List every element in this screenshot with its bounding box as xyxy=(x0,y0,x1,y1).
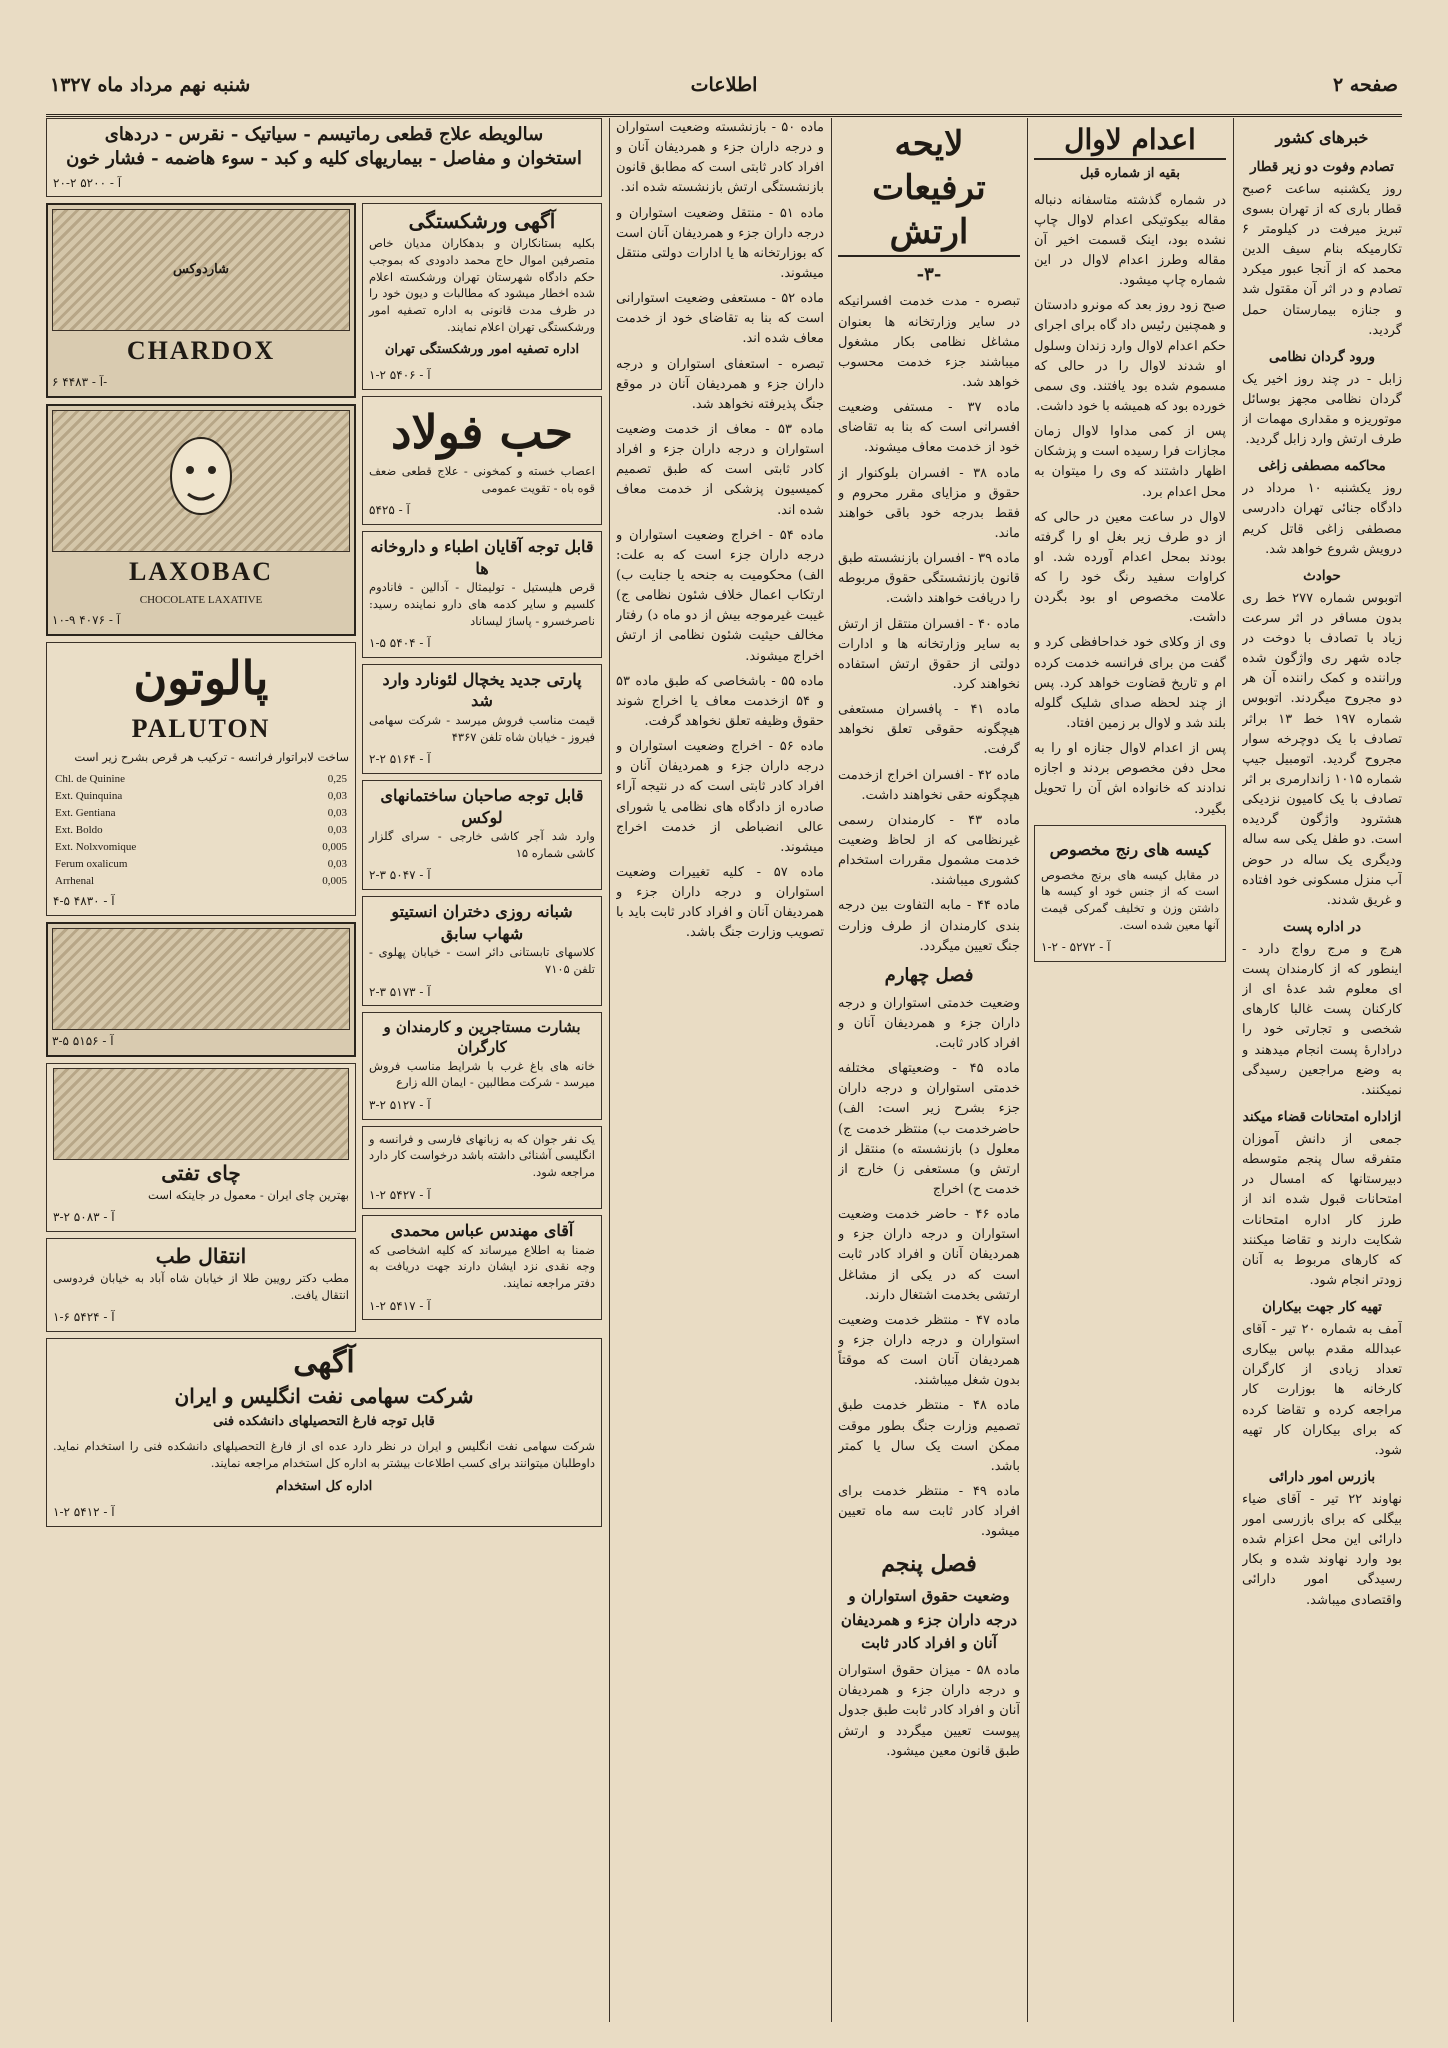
ingredients-table xyxy=(53,771,349,890)
ingredient-value: 0,005 xyxy=(322,875,347,888)
news-item-body: روز یکشنبه ساعت ۶صبح قطار باری که از تهران بسوی تبریز میرفت در کیلومتر ۶ تکارمیکه بنام سیف الدین محمد که از آنجا عبور میکرد تصادم و در اثر آن مقتول شد و جنازه بیمارستان حمل گردید. xyxy=(1242,181,1402,338)
ad-code: آ - ۵۲۷۲ - ۲-۱ xyxy=(1041,940,1111,955)
article-paragraph: ماده ۴۶ - حاضر خدمت وضعیت استواران و درجه داران جزء و همردیفان آنان و افراد کادر ثابت است که در یکی از مشاغل ارتشی بخدمت اشتغال دارند. xyxy=(838,1207,1020,1303)
ad-body: قیمت مناسب فروش میرسد - شرکت سهامی فیروز - خیابان شاه تلفن ۴۳۶۷ xyxy=(369,712,595,744)
ad-title: بشارت مستاجرین و کارمندان و کارگران xyxy=(383,1018,581,1057)
ingredient-value: 0,03 xyxy=(327,858,347,871)
article-paragraph: ماده ۴۸ - منتظر خدمت طبق تصمیم وزارت جنگ بطور موقت ممکن است یک سال یا کمتر باشد. xyxy=(838,1398,1020,1474)
paluton-ad xyxy=(46,642,356,916)
housing-ad xyxy=(362,1012,602,1119)
column-rule xyxy=(831,118,832,2022)
ad-code: آ - ۵۴۱۷ ۲-۱ xyxy=(369,1298,431,1313)
clinic-move-ad xyxy=(46,1238,356,1332)
product-tag: شاردوکس xyxy=(173,262,229,278)
article-paragraph: صبح زود روز بعد که مونرو دادستان و همچنین رئیس داد گاه برای اجرای حکم اعدام لاوال وارد زندان وسلول او شدند لاوال را در حالی که مسموم شده بود یافتند. وی سمی خورده بود که همیشه با خود داشت. xyxy=(1034,298,1226,414)
ad-body: ساخت لابراتوار فرانسه - ترکیب هر قرص بشرح زیر است xyxy=(74,750,349,765)
article-paragraph: ماده ۵۵ - باشخاصی که طبق ماده ۵۳ و ۵۴ ازخدمت معاف یا اخراج شوند حقوق وظیفه تعلق نخواهد گرفت. xyxy=(616,673,824,729)
brand-name: CHARDOX xyxy=(126,336,276,366)
tiles-ad xyxy=(362,780,602,890)
ads-subcolumn-left xyxy=(46,203,356,1338)
ad-code: آ - ۵۴۰۴ ۵-۱ xyxy=(369,636,431,651)
news-item-title: حوادث xyxy=(1303,567,1341,584)
brand-name: LAXOBAC xyxy=(128,557,273,587)
article-paragraph: پس از کمی مداوا لاوال زمان مجازات فرا رسیده است و پزشکان اظهار داشتند که وی را میتوان به محل اعدام برد. xyxy=(1034,424,1226,500)
ad-code: آ - ۵۱۲۷ ۲-۳ xyxy=(369,1098,431,1112)
issue-date: شنبه نهم مرداد ماه ۱۳۲۷ xyxy=(50,74,251,96)
ad-body: شرکت سهامی نفت انگلیس و ایران در نظر دارد عده ای از فارغ التحصیلهای دانشکده فنی را استخدام نماید. داوطلبان میتوانند برای کسب اطلاعات بیشتر به اداره کل استخدام مراجعه نمایند. xyxy=(53,1439,595,1471)
article-title: لایحه ترفیعات ارتش xyxy=(838,122,1020,257)
chapter-heading: فصل چهارم xyxy=(884,964,974,986)
language-job-ad xyxy=(362,1126,602,1210)
article-paragraph: ماده ۵۲ - مستعفی وضعیت استوارانی است که بنا به تقاضای خود از خدمت معاف شده اند. xyxy=(616,291,824,347)
ingredient-value: 0,03 xyxy=(327,790,347,803)
news-item-title: در اداره پست xyxy=(1282,918,1362,935)
news-item-body: زابل - در چند روز اخیر یک گردان نظامی مجهز بوسائل موتوریزه و مقداری مهمات از طرف ارتش وارد زابل گردید. xyxy=(1242,371,1402,448)
ad-code: آ - ۵۱۵۶ ۵-۳ xyxy=(52,1034,114,1048)
news-section-title: خبرهای کشور xyxy=(1275,128,1369,147)
ingredient-value: 0,03 xyxy=(327,807,347,820)
table-row xyxy=(53,822,349,839)
ad-title: آگهی ورشکستگی xyxy=(408,209,556,234)
article-paragraph: تبصره - مدت خدمت افسرانیکه در سایر وزارتخانه ها بعنوان مشاغل نظامی بکار مشغول میباشند جزء خدمت محسوب خواهد شد. xyxy=(838,294,1020,391)
ad-body: اعصاب خسته و کمخونی - علاج قطعی ضعف قوه باه - تقویت عمومی xyxy=(369,464,595,495)
news-item-body: اتوبوس شماره ۲۷۷ خط ری بدون مسافر در اثر سرعت زیاد با تصادف با دوخت در جاده شهر ری واژگون شده وراننده و کمک راننده آن هر دو مجروح میگردند. اتوبوس شماره ۱۹۷ خط ۱۳ براثر تصادف با یک دوچرخه سوار مجروح گردید. اتومبیل جیپ شماره ۱۰۱۵ زاندارمری بر اثر تصادف با یک کامیون نزدیکی هشترود واژگون گردیده است. دو طفل یکی سه ساله ودیگری یک ساله در حوض آب منزل مسکونی خود افتاده و غریق شدند. xyxy=(1242,590,1402,908)
news-item-title: ورود گردان نظامی xyxy=(1269,348,1375,365)
ad-title: پالوتون xyxy=(133,651,269,706)
pharmacy-ad xyxy=(362,531,602,658)
ad-title: آقای مهندس عباس محمدی xyxy=(390,1221,574,1241)
laval-article xyxy=(1034,118,1226,2022)
ad-code: آ - ۵۴۲۴ ۶-۱ xyxy=(53,1310,115,1325)
tea-package-image xyxy=(53,1068,349,1160)
news-column xyxy=(1242,118,1402,2022)
brand-subtitle: CHOCOLATE LAXATIVE xyxy=(139,594,263,607)
article-paragraph: وی از وکلای خود خداحافظی کرد و گفت من برای فرانسه خدمت کرده ام و تاریخ قضاوت خواهد کرد. پس از چند لحظه صدای شلیک گلوله بلند شد و لاوال بر زمین افتاد. xyxy=(1034,635,1226,732)
ad-line: سالویطه علاج قطعی رماتیسم - سیاتیک - نقرس - دردهای xyxy=(104,124,544,145)
news-item-title: ازاداره امتحانات قضاء میکند xyxy=(1242,1109,1402,1126)
ad-code: آ - ۴۰۷۶ ۹-۱۰ xyxy=(52,613,121,628)
table-row xyxy=(53,839,349,856)
ad-subtitle: شرکت سهامی نفت انگلیس و ایران xyxy=(174,1384,474,1409)
article-paragraph: ماده ۴۳ - کارمندان رسمی غیرنظامی که از لحاظ وضعیت خدمت مشمول مقررات استخدام کشوری میباشند. xyxy=(838,812,1020,889)
ad-title: پارتی جدید یخچال لئونارد وارد شد xyxy=(382,669,582,711)
salvita-ad xyxy=(46,118,602,197)
news-item-body: جمعی از دانش آموزان متفرقه سال پنجم متوسطه دبیرستانها که امسال در امتحانات قبول شده اند از طرز کار اداره امتحانات شکایت دارند و تقاضا میکنند که کارهای مربوط به آنان زودتر انجام شود. xyxy=(1242,1131,1402,1288)
ad-code: آ - ۵۴۲۵ xyxy=(369,503,410,518)
chapter-subtitle: وضعیت حقوق استواران و درجه داران جزء و همردیفان آنان و افراد کادر ثابت xyxy=(840,1587,1018,1652)
ingredient-name: Ext. Gentiana xyxy=(55,807,116,820)
tafti-tea-ad xyxy=(46,1063,356,1232)
article-paragraph: ماده ۳۷ - مستفی وضعیت افسرانی است که بنا به تقاضای خود از خدمت معاف میشوند. xyxy=(838,400,1020,456)
ad-title: شبانه روزی دختران انستیتو شهاب سابق xyxy=(391,902,573,943)
article-paragraph: ماده ۴۹ - منتظر خدمت برای افراد کادر ثابت سه ماه تعیین میشود. xyxy=(838,1483,1020,1540)
news-item-title: تهیه کار جهت بیکاران xyxy=(1262,1299,1382,1316)
iron-pills-ad xyxy=(362,396,602,525)
ad-code: آ - ۵۰۸۳ ۲-۳ xyxy=(53,1210,115,1225)
newspaper-name: اطلاعات xyxy=(690,74,758,96)
ad-code: آ - ۵۴۱۲ ۲-۱ xyxy=(53,1504,115,1519)
news-item xyxy=(1242,566,1402,911)
news-item xyxy=(1242,347,1402,450)
ad-body: مطب دکتر رویین طلا از خیابان شاه آباد به خیابان فردوسی انتقال یافت. xyxy=(53,1270,349,1302)
ad-title: آگهی xyxy=(293,1344,355,1380)
column-rule xyxy=(1027,118,1028,2022)
ad-code: آ - ۴۴۸۳ ۶- xyxy=(52,375,108,390)
anglo-iranian-ad xyxy=(46,1338,602,1527)
ad-title: قابل توجه صاحبان ساختمانهای لوکس xyxy=(380,785,584,827)
article-paragraph: ماده ۴۷ - منتظر خدمت وضعیت استواران و درجه داران جزء و همردیفان آنان است که موقتاً بدون شغل میباشند. xyxy=(838,1312,1020,1389)
table-row xyxy=(53,873,349,890)
ingredient-name: Ext. Boldo xyxy=(55,824,103,837)
ad-body: بهترین چای ایران - معمول در جاینکه است xyxy=(148,1187,349,1202)
army-bill-continuation xyxy=(616,118,824,2022)
ingredient-value: 0,03 xyxy=(327,824,347,837)
news-item-title: بازرس امور دارائی xyxy=(1268,1468,1376,1485)
notice-body: در مقابل کیسه های برنج مخصوص است که از جنس خود او کیسه ها داشتن وزن و تخلیف گمرکی قیمت آنها معین شده است. xyxy=(1041,867,1219,932)
news-item xyxy=(1242,917,1402,1101)
chardox-ad xyxy=(46,203,356,398)
chapter-heading: فصل پنجم xyxy=(881,1551,977,1578)
ad-signature: اداره کل استخدام xyxy=(275,1478,373,1494)
news-item-body: آمف به شماره ۲۰ تیر - آقای عبدالله مقدم بپاس بیکاری تعداد زیادی از کارگران کارخانه ها بوزارت کار مراجعه کرده و تقاضا کرده که برای بیکاران کار تهیه شود. xyxy=(1242,1322,1402,1458)
ad-subtitle: قابل توجه فارغ التحصیلهای دانشکده فنی xyxy=(213,1414,435,1430)
news-item xyxy=(1242,1467,1402,1611)
article-paragraph: در شماره گذشته متاسفانه دنباله مقاله بیکوتیکی اعدام لاوال چاپ نشده بود، اینک قسمت اخیر آن مقاله وطرز اعدام لاوال در این شماره چاپ میشود. xyxy=(1034,192,1226,289)
table-row xyxy=(53,805,349,822)
ingredient-name: Arrhenal xyxy=(55,875,95,888)
article-paragraph: ماده ۵۴ - اخراج وضعیت استواران و درجه داران جزء است که به علت: الف) محکومیت به جنحه یا جنایت ب) ارتکاب اعمال خلاف شئون نظامی ج) غیبت غیرموجه بیش از دو ماه د) رفتار مخالف حیثیت شئون نظامی از ارتش اخراج میشوند. xyxy=(616,527,824,664)
news-item-title: تصادم وفوت دو زیر قطار xyxy=(1250,158,1394,175)
ad-code: آ - ۵۴۰۶ ۲-۱ xyxy=(369,368,431,383)
news-item xyxy=(1242,1297,1402,1461)
chardox-product-image xyxy=(52,209,350,331)
face-illustration-icon xyxy=(156,426,246,536)
ingredient-value: 0,005 xyxy=(322,841,347,854)
column-rule xyxy=(609,118,610,2022)
article-subtitle: بقیه از شماره قبل xyxy=(1080,166,1180,182)
ad-title: انتقال طب xyxy=(155,1243,247,1268)
article-paragraph: وضعیت خدمتی استواران و درجه داران جزء و همردیفان آنان و افراد کادر ثابت. xyxy=(838,995,1020,1051)
viewer-ad xyxy=(46,922,356,1057)
article-paragraph: ماده ۴۲ - افسران اخراج ازخدمت هیچگونه حقی نخواهند داشت. xyxy=(838,767,1020,803)
article-paragraph: تبصره - استعفای استواران و درجه داران جزء و همردیفان آنان در موقع جنگ پذیرفته نخواهد شد. xyxy=(616,356,824,412)
article-paragraph: ماده ۴۰ - افسران منتقل از ارتش به سایر وزارتخانه ها و ادارات دولتی از حقوق ارتش استفاده نخواهند کرد. xyxy=(838,616,1020,692)
ads-subcolumn-right xyxy=(362,203,602,1326)
article-paragraph: ماده ۳۸ - افسران بلوکنوار از حقوق و مزایای مقرر محروم و فقط بدرجه خود باقی خواهند ماند. xyxy=(838,465,1020,541)
page-header xyxy=(46,66,1402,117)
ad-body: قرص هلیستیل - تولیمثال - آدالین - فانادوم کلسیم و سایر کدمه های دارو نماینده رسید: ناصرخسرو - پاساژ لیساناد xyxy=(369,580,595,628)
fridge-ad xyxy=(362,664,602,774)
laxobac-product-image xyxy=(52,410,350,552)
laxobac-ad xyxy=(46,404,356,636)
ad-body: یک نفر جوان که به زبانهای فارسی و فرانسه و انگلیسی آشنائی داشته باشد درخواست کار دارد مراجعه شود. xyxy=(369,1131,595,1179)
table-row xyxy=(53,856,349,873)
bankruptcy-ad xyxy=(362,203,602,390)
ad-code: آ - ۵۱۷۳ ۳-۲ xyxy=(369,984,431,999)
article-paragraph: ماده ۴۴ - مابه التفاوت بین درجه بندی کارمندان از طرف وزارت جنگ تعیین میگردد. xyxy=(838,898,1020,954)
news-item xyxy=(1242,157,1402,341)
ad-code: آ - ۵۲۰۰ ۲-۲۰ xyxy=(53,175,122,190)
article-paragraph: ماده ۴۱ - پافسران مستعفی هیچگونه حقوقی تعلق نخواهد گرفت. xyxy=(838,702,1020,758)
news-item-title: محاکمه مصطفی زاغی xyxy=(1258,458,1386,475)
article-paragraph: ماده ۵۷ - کلیه تغییرات وضعیت استواران و درجه داران جزء و همردیفان آنان و افراد کادر ثابت باید با تصویب وزارت جنگ باشد. xyxy=(616,864,824,941)
ad-title: چای تفتی xyxy=(161,1160,241,1185)
article-paragraph: ماده ۴۵ - وضعیتهای مختلفه خدمتی استواران و درجه داران جزء بشرح زیر است: الف) حاضرخدمت ب) منتظر خدمت ج) معلول د) بازنشسته ه) منتقل از ارتش و) مستعفی ز) خارج از خدمت ح) اخراج xyxy=(838,1061,1020,1197)
news-item-body: روز یکشنبه ۱۰ مرداد در دادگاه جنائی تهران دادرسی مصطفی زاغی قاتل کریم درویش شروع خواهد شد. xyxy=(1242,481,1402,557)
article-paragraph: ماده ۳۹ - افسران بازنشسته طبق قانون بازنشستگی حقوق مربوطه را دریافت خواهند داشت. xyxy=(838,551,1020,607)
news-item-body: نهاوند ۲۲ تیر - آقای ضیاء بیگلی که برای بازرسی امور دارائی این محل اعزام شده بود وارد نهاوند شده و بکار رسیدگی امور دارائی واقتصادی میباشد. xyxy=(1242,1491,1402,1608)
ingredient-name: Ext. Quinquina xyxy=(55,790,123,803)
article-paragraph: ماده ۵۰ - بازنشسته وضعیت استواران و درجه داران جزء و همردیفان آنان و افراد کادر ثابتی است که مطابق قانون بازنشستگی ارتش بازنشسته شده اند. xyxy=(616,120,824,196)
ad-body: خانه های باغ غرب با شرایط مناسب فروش میرسد - شرکت مطالبین - ایمان الله زارع xyxy=(369,1058,595,1090)
article-paragraph: لاوال در ساعت معین در حالی که از دو طرف زیر بغل او را گرفته بودند بمحل اعدام آورده شد. او کراوات سفید رنگ خود را که علامت مخصوص او بود بگردن داشت. xyxy=(1034,509,1226,626)
article-part-number: -۳- xyxy=(916,263,942,285)
rice-bag-notice xyxy=(1034,825,1226,962)
ad-body: ضمنا به اطلاع میرساند که کلیه اشخاصی که وجه نقدی نزد ایشان دارند جهت دریافت به دفتر مراجعه نمایند. xyxy=(369,1242,595,1291)
article-paragraph: ماده ۵۳ - معاف از خدمت وضعیت استواران و درجه داران جزء و افراد کادر ثابتی است که طبق تصمیم کمیسیون پزشکی از خدمت معاف شده اند. xyxy=(616,421,824,518)
ingredient-name: Chl. de Quinine xyxy=(55,773,125,786)
notice-title: کیسه های رنج مخصوص xyxy=(1049,839,1211,859)
ingredient-name: Ext. Nolxvomique xyxy=(55,841,137,854)
ingredient-name: Ferum oxalicum xyxy=(55,858,128,871)
viewer-product-image xyxy=(52,928,350,1030)
ad-code: آ - ۵۴۲۷ ۲-۱ xyxy=(369,1187,431,1202)
ad-signature: اداره تصفیه امور ورشکستگی تهران xyxy=(384,342,580,358)
engineer-abbas-ad xyxy=(362,1215,602,1320)
brand-name: PALUTON xyxy=(131,714,271,744)
ads-area xyxy=(46,118,602,2022)
ad-title: قابل توجه آقایان اطباء و داروخانه ها xyxy=(370,536,594,578)
ad-body: بکلیه بستانکاران و بدهکاران مدیان خاص متصرفین اموال حاج محمد دادودی که بموجب حکم دادگاه شهرستان تهران ورشکسته اعلام شده اخطار میشود که مطالبات و دیون خود را در ظرف مدت قانونی به اداره تصفیه امور ورشکستگی تهران اعلام نمایند. xyxy=(369,236,595,334)
news-item-body: هرج و مرج رواج دارد - اینطور که از کارمندان پست ای معلوم شد عدۀ ای از کارکنان پست غالبا کارهای شخصی و تجارتی خود را درادارهٔ پست انجام میدهند و به وضع مراجعین رسیدگی نمیکنند. xyxy=(1242,941,1402,1098)
page-number: صفحه ۲ xyxy=(1332,74,1398,96)
ingredient-value: 0,25 xyxy=(327,773,347,786)
article-paragraph: پس از اعدام لاوال جنازه او را به محل دفن مخصوص بردند و اجازه ندادند که خانواده اش آن را تحویل بگیرد. xyxy=(1034,741,1226,817)
article-paragraph: ماده ۵۸ - میزان حقوق استواران و درجه داران جزء و همردیفان آنان و افراد کادر ثابت طبق جدول پیوست تعیین میگردد و ارتش طبق قانون معین میشود. xyxy=(838,1663,1020,1759)
table-row xyxy=(53,771,349,788)
school-ad xyxy=(362,896,602,1006)
table-row xyxy=(53,788,349,805)
ad-line: استخوان و مفاصل - بیماریهای کلیه و کبد - سوء هاضمه - فشار خون xyxy=(66,148,582,170)
army-bill-article xyxy=(838,118,1020,2022)
ad-title: حب فولاد xyxy=(390,404,574,459)
article-paragraph: ماده ۵۶ - اخراج وضعیت استواران و درجه داران جزء و همردیفان آنان و افراد کادر ثابتی است که در نتیجه آراء صادره از دادگاه های نظامی یا شورای عالی انضباطی از خدمت اخراج میشوند. xyxy=(616,739,824,855)
article-paragraph: ماده ۵۱ - منتقل وضعیت استواران و درجه داران جزء و همردیفان آنان است که بوزارتخانه ها یا ادارات دولتی منتقل میشوند. xyxy=(616,205,824,281)
ad-code: آ - ۵۱۶۴ ۲-۲ xyxy=(369,752,431,767)
ad-code: آ - ۴۸۳۰ ۵-۴ xyxy=(53,894,115,909)
news-item xyxy=(1242,456,1402,559)
column-rule xyxy=(1233,118,1234,2022)
ad-body: کلاسهای تابستانی دائر است - خیابان پهلوی - تلفن ۷۱۰۵ xyxy=(369,945,595,976)
ad-code: آ - ۵۰۴۷ ۳-۲ xyxy=(369,868,431,883)
ad-body: وارد شد آجر کاشی خارجی - سرای گلزار کاشی شماره ۱۵ xyxy=(369,829,595,860)
news-item xyxy=(1242,1107,1402,1291)
article-title: اعدام لاوال xyxy=(1034,122,1226,160)
